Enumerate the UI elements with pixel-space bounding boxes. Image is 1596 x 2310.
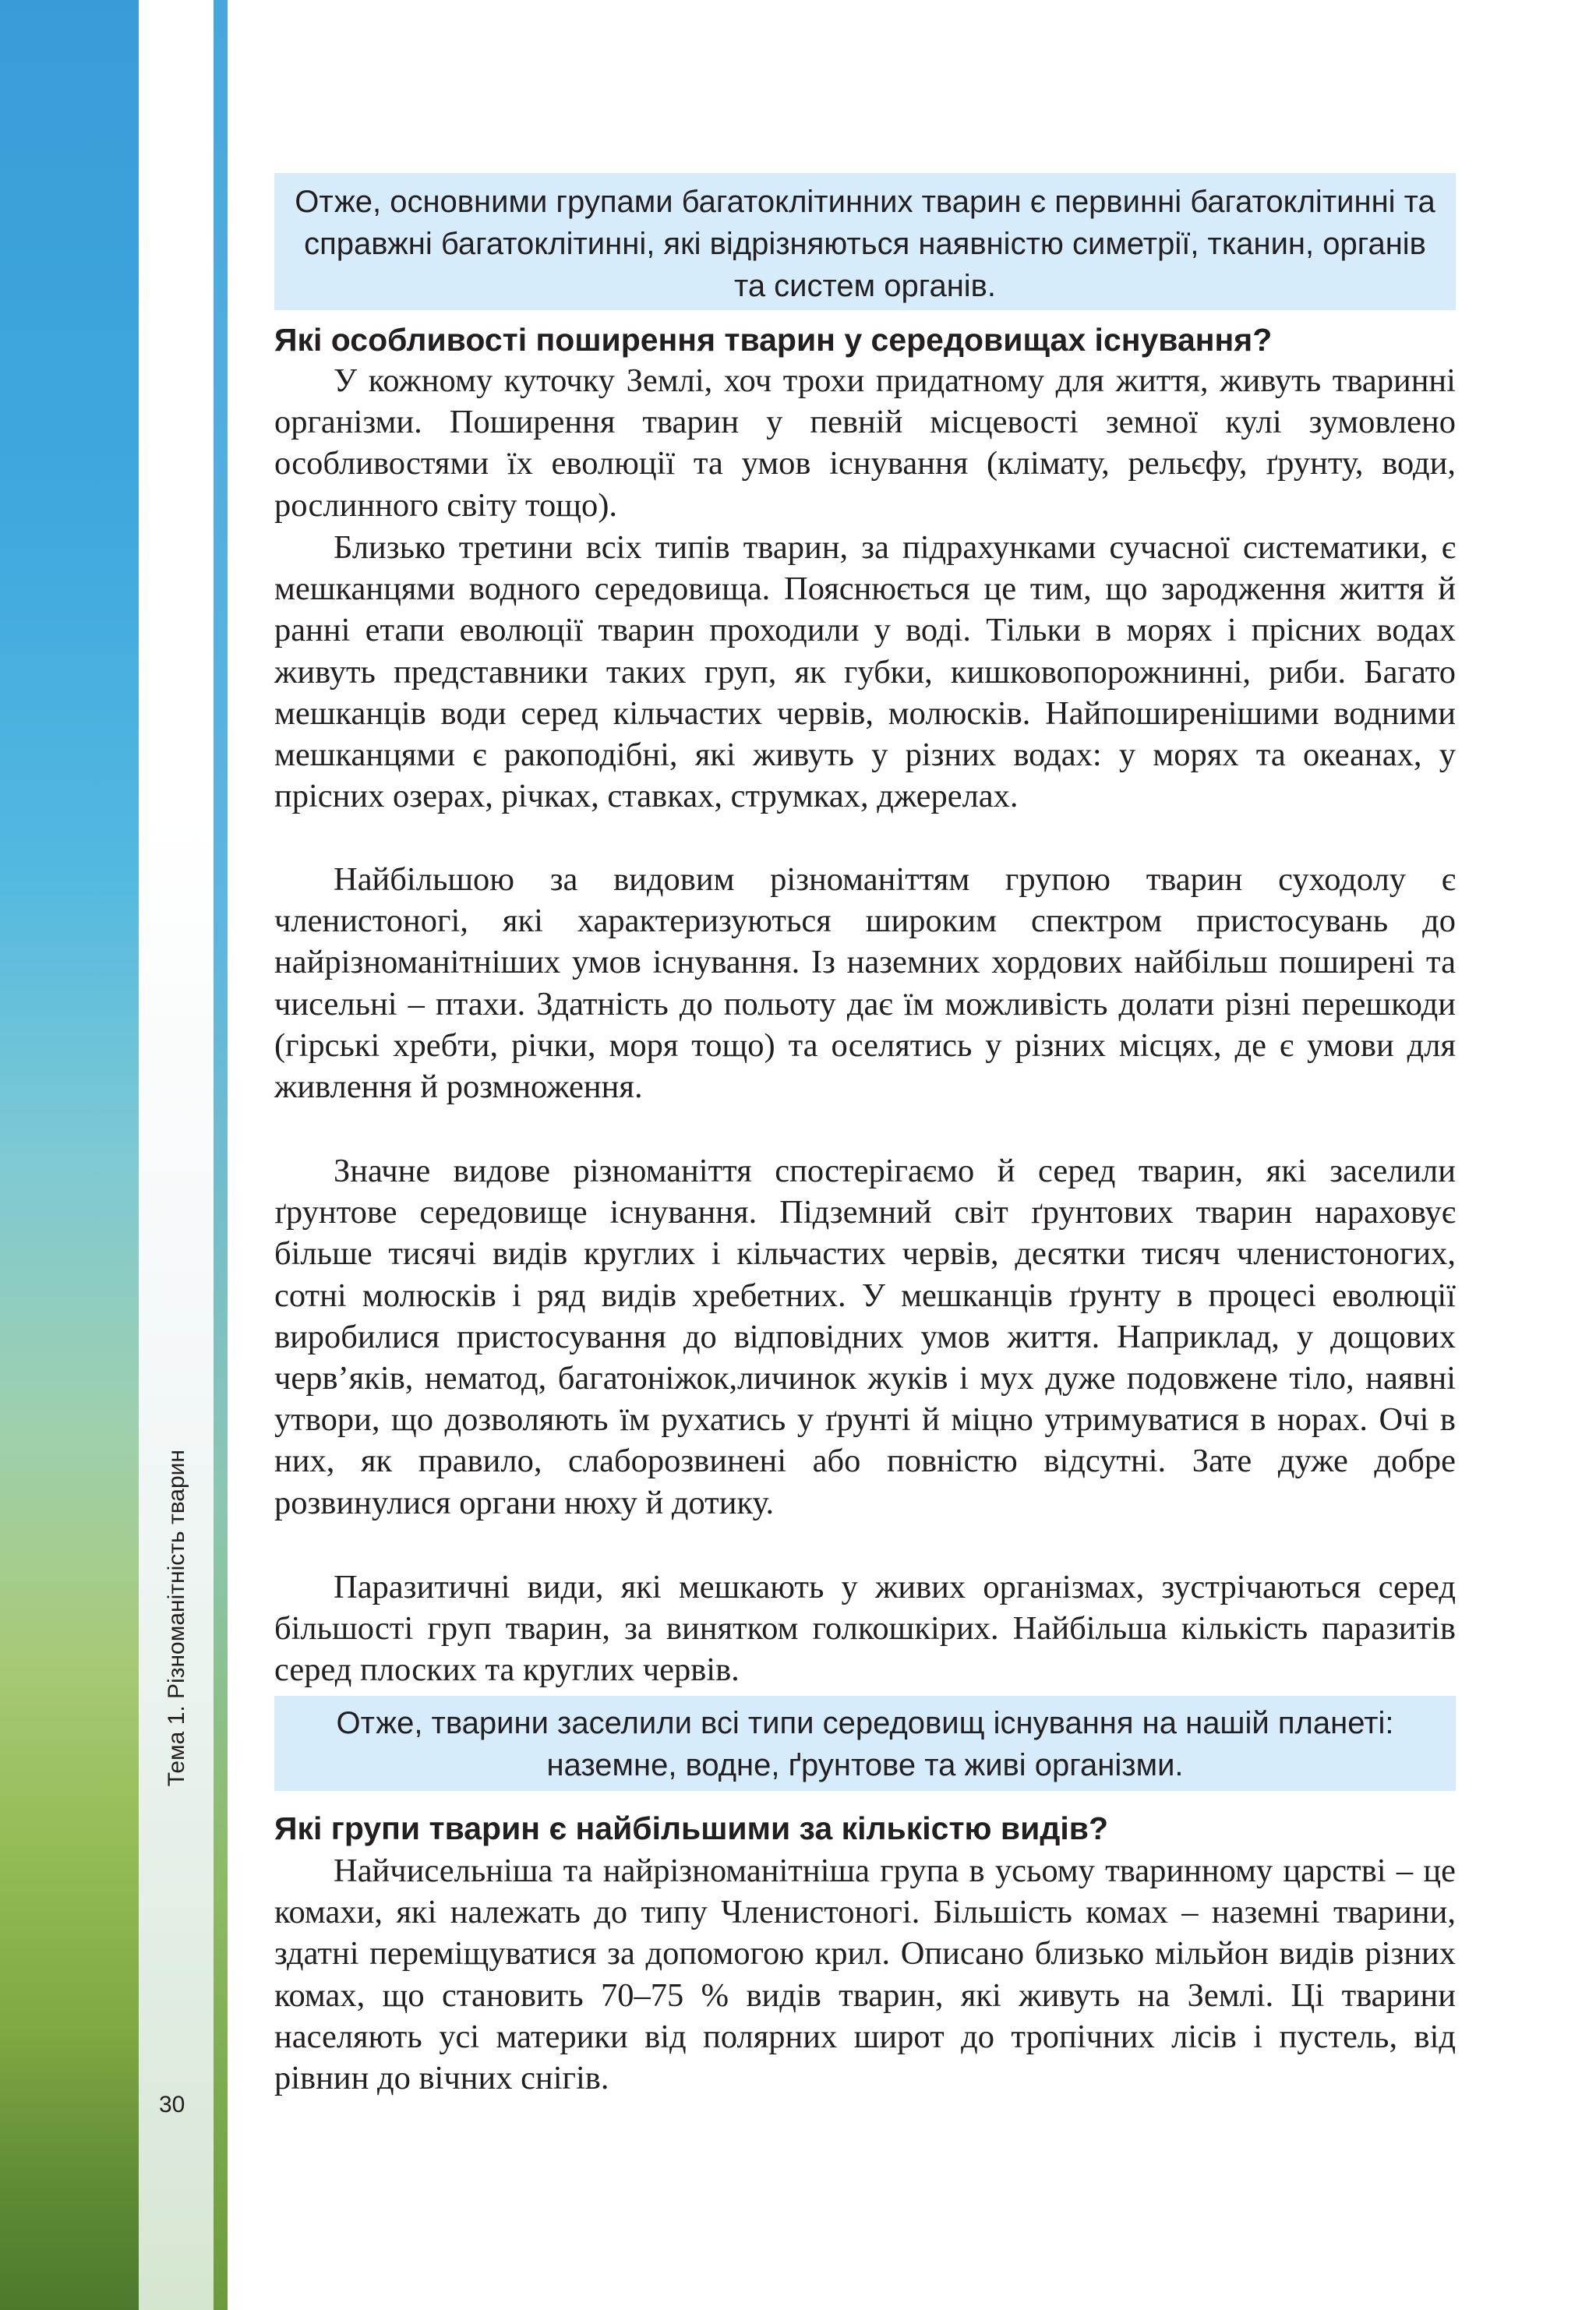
decorative-side-edge	[214, 0, 228, 2310]
summary-box	[274, 1696, 1456, 1791]
theme-label: Тема 1. Різноманітність тварин	[164, 1450, 189, 1787]
summary-text: Отже, основними групами багатоклітинних тварин є первинні багатоклітинні та справжні багатоклітинні, які відрізняються наявністю симетрії, тканин, органів та систем органів.	[295, 185, 1435, 303]
paragraph: Найбільшою за видовим різноманіттям групою тварин суходолу є членистоногі, які характеризуються широким спектром пристосувань до найрізноманітніших умов існування. Із наземних хордових найбільш поширені та чисельні – птахи. Здатність до польоту дає їм можливість долати різні перешкоди (гірські хребти, річки, моря тощо) та оселятись у різних місцях, де є умови для живлення й розмноження.	[274, 861, 1456, 1106]
page-number: 30	[159, 2092, 185, 2118]
summary-box	[274, 173, 1456, 310]
decorative-side-strip	[139, 0, 214, 2310]
section-heading: Які групи тварин є найбільшими за кількістю видів?	[274, 1810, 1109, 1846]
paragraph: Значне видове різноманіття спостерігаємо й серед тварин, які заселили ґрунтове середовище існування. Підземний світ ґрунтових тварин нараховує більше тисячі видів круглих і кільчастих червів, десятки тисяч членистоногих, сотні молюсків і ряд видів хребетних. У мешканців ґрунту в процесі еволюції виробилися пристосування до відповідних умов життя. Наприклад, у дощових черв’яків, нематод, багатоніжок,личинок жуків і мух дуже подовжене тіло, наявні утвори, що дозволяють їм рухатись у ґрунті й міцно утримуватися в норах. Очі в них, як правило, слаборозвинені або повністю відсутні. Зате дуже добре розвинулися органи нюху й дотику.	[274, 1153, 1456, 1521]
decorative-side-band	[0, 0, 139, 2310]
paragraph: У кожному куточку Землі, хоч трохи придатному для життя, живуть тваринні організми. Поширення тварин у певній місцевості земної кулі зумовлено особливостями їх еволюції та умов існування (клімату, рельєфу, ґрунту, води, рослинного світу тощо).	[274, 362, 1456, 524]
paragraph: Близько третини всіх типів тварин, за підрахунками сучасної систематики, є мешканцями водного середовища. Пояснюється це тим, що зародження життя й ранні етапи еволюції тварин проходили у воді. Тільки в морях і прісних водах живуть представники таких груп, як губки, кишковопорожнинні, риби. Багато мешканців води серед кільчастих червів, молюсків. Найпоширенішими водними мешканцями є ракоподібні, які живуть у різних водах: у морях та океанах, у прісних озерах, річках, ставках, струмках, джерелах.	[274, 529, 1456, 815]
paragraph: Паразитичні види, які мешкають у живих організмах, зустрічаються серед більшості груп тварин, за винятком голкошкірих. Найбільша кількість паразитів серед плоских та круглих червів.	[274, 1569, 1456, 1689]
paragraph: Найчисельніша та найрізноманітніша група в усьому тваринному царстві – це комахи, які належать до типу Членистоногі. Більшість комах – наземні тварини, здатні переміщуватися за допомогою крил. Описано близько мільйон видів різних комах, що становить 70–75 % видів тварин, які живуть на Землі. Ці тварини населяють усі материки від полярних широт до тропічних лісів і пустель, від рівнин до вічних снігів.	[274, 1853, 1456, 2097]
summary-text: Отже, тварини заселили всі типи середовищ існування на нашій планеті: наземне, водне, ґрунтове та живі організми.	[336, 1706, 1394, 1782]
section-heading: Які особливості поширення тварин у середовищах існування?	[274, 322, 1273, 358]
